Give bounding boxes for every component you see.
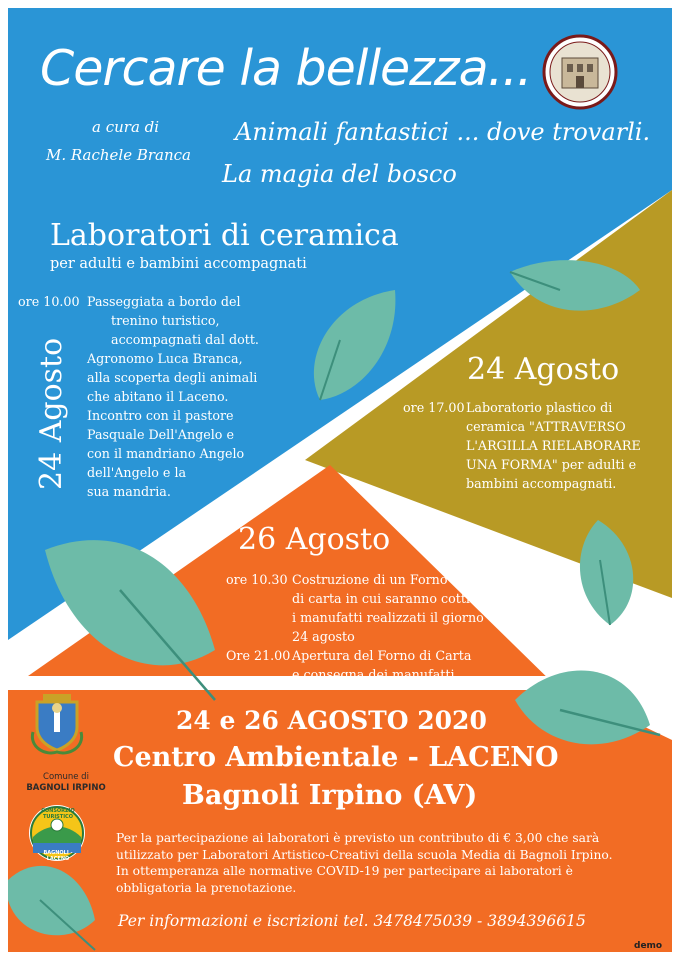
event-place: Centro Ambientale - LACENO <box>113 742 559 773</box>
demo-brand: demo <box>634 941 663 951</box>
day26-date: 26 Agosto <box>238 522 391 557</box>
day24-line: dell'Angelo e la <box>87 465 187 480</box>
day24-line: Agronomo Luca Branca, <box>87 351 243 366</box>
day24-line: sua mandria. <box>87 484 171 499</box>
event-dates: 24 e 26 AGOSTO 2020 <box>176 706 487 735</box>
note-line: obbligatoria la prenotazione. <box>116 880 297 895</box>
day24b-line: Laboratorio plastico di <box>466 400 613 415</box>
day26-line: di carta in cui saranno cotti <box>292 591 470 606</box>
subtitle-animali: Animali fantastici ... dove trovarli. <box>235 118 651 146</box>
poster-title: Cercare la bellezza... <box>40 40 532 97</box>
day26-line: e consegna dei manufatti. <box>292 667 459 682</box>
vertical-date-24: 24 Agosto <box>34 337 69 490</box>
day26-line: 24 agosto <box>292 629 355 644</box>
note-line: In ottemperanza alle normative COVID-19 per partecipare ai laboratori è <box>116 864 573 878</box>
day24b-description <box>466 398 641 493</box>
info-contacts: Per informazioni e iscrizioni tel. 3478475039 - 3894396615 <box>118 912 586 930</box>
day24b-line: ceramica "ATTRAVERSO <box>466 419 626 434</box>
day26-time2: Ore 21.00 <box>226 648 291 663</box>
day24-line: trenino turistico, <box>111 313 220 328</box>
comune-label <box>20 772 112 794</box>
lab-subtitle: per adulti e bambini accompagnati <box>50 256 307 272</box>
lab-title: Laboratori di ceramica <box>50 218 399 253</box>
day26-line: Costruzione di un Forno <box>292 572 448 587</box>
curator-name: M. Rachele Branca <box>46 146 191 164</box>
note-line: Per la partecipazione ai laboratori è previsto un contributo di € 3,00 che sarà <box>116 831 600 845</box>
palazzo-logo <box>544 36 616 108</box>
comune-line2: BAGNOLI IRPINO <box>26 783 106 793</box>
notes <box>116 830 636 896</box>
day24-line: Pasquale Dell'Angelo e <box>87 427 234 442</box>
day24-line: Incontro con il pastore <box>87 408 234 423</box>
note-line: utilizzato per Laboratori Artistico-Creativi della scuola Media di Bagnoli Irpino. <box>116 847 613 862</box>
day24-line: alla scoperta degli animali <box>87 370 258 385</box>
day24-line: con il mandriano Angelo <box>87 446 245 461</box>
comune-line1: Comune di <box>43 772 89 782</box>
day26-line: Apertura del Forno di Carta <box>292 648 472 663</box>
event-town: Bagnoli Irpino (AV) <box>182 780 478 811</box>
subtitle-magia: La magia del bosco <box>222 160 457 188</box>
consorzio-bottom: BAGNOLI - LACENO <box>43 850 73 862</box>
curator-label: a cura di <box>92 118 160 136</box>
day24-description <box>87 292 259 501</box>
day24b-line: UNA FORMA" per adulti e <box>466 457 637 472</box>
day24-line: che abitano il Laceno. <box>87 389 229 404</box>
day24b-date: 24 Agosto <box>467 352 620 387</box>
day26-description1 <box>292 570 484 646</box>
day26-description2 <box>292 646 471 684</box>
consorzio-top: CONSORZIO TURISTICO <box>41 808 75 820</box>
day24b-line: L'ARGILLA RIELABORARE <box>466 438 641 453</box>
day24b-line: bambini accompagnati. <box>466 476 617 491</box>
day24-time: ore 10.00 <box>18 294 80 309</box>
day24-line: Passeggiata a bordo del <box>87 294 241 309</box>
day24-line: accompagnati dal dott. <box>111 332 259 347</box>
day26-time1: ore 10.30 <box>226 572 288 587</box>
day24b-time: ore 17.00 <box>403 400 465 415</box>
day26-line: i manufatti realizzati il giorno <box>292 610 484 625</box>
